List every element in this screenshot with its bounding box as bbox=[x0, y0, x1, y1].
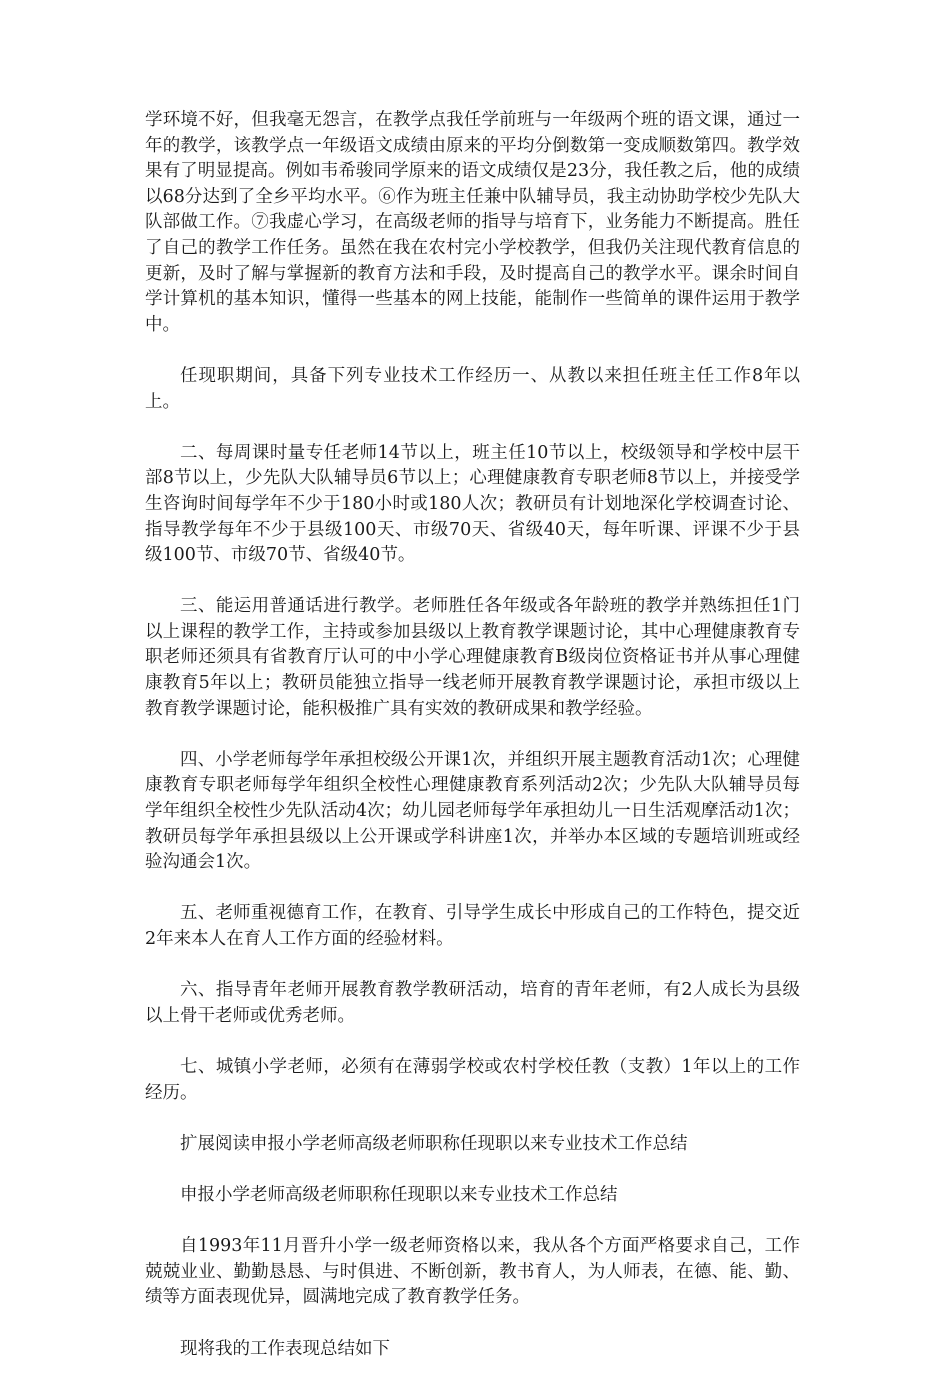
paragraph-experience-3: 三、能运用普通话进行教学。老师胜任各年级或各年龄班的教学并熟练担任1门以上课程的教学工作，主持或参加县级以上教育教学课题讨论，其中心理健康教育专职老师还须具有省教育厅认可的中小学心理健康教育B级岗位资格证书并从事心理健康教育5年以上；教研员能独立指导一线老师开展教育教学课题讨论，承担市级以上教育教学课题讨论，能积极推广具有实效的教研成果和教学经验。 bbox=[145, 596, 800, 719]
paragraph-experience-4: 四、小学老师每学年承担校级公开课1次，并组织开展主题教育活动1次；心理健康教育专职老师每学年组织全校性心理健康教育系列活动2次；少先队大队辅导员每学年组织全校性少先队活动4次；幼儿园老师每学年承担幼儿一日生活观摩活动1次；教研员每学年承担县级以上公开课或学科讲座1次，并举办本区域的专题培训班或经验沟通会1次。 bbox=[145, 749, 800, 873]
paragraph-intro: 学环境不好，但我毫无怨言，在教学点我任学前班与一年级两个班的语文课，通过一年的教学，该教学点一年级语文成绩由原来的平均分倒数第一变成顺数第四。教学效果有了明显提高。例如韦希骏同学原来的语文成绩仅是23分，我任教之后，他的成绩以68分达到了全乡平均水平。⑥作为班主任兼中队辅导员，我主动协助学校少先队大队部做工作。⑦我虚心学习，在高级老师的指导与培育下，业务能力不断提高。胜任了自己的教学工作任务。虽然在我在农村完小学校教学，但我仍关注现代教育信息的更新，及时了解与掌握新的教育方法和手段，及时提高自己的教学水平。课余时间自学计算机的基本知识，懂得一些基本的网上技能，能制作一些简单的课件运用于教学中。 bbox=[145, 110, 800, 335]
paragraph-experience-7: 七、城镇小学老师，必须有在薄弱学校或农村学校任教（支教）1年以上的工作经历。 bbox=[145, 1056, 800, 1103]
paragraph-experience-2: 二、每周课时量专任老师14节以上，班主任10节以上，校级领导和学校中层干部8节以上，少先队大队辅导员6节以上；心理健康教育专职老师8节以上，并接受学生咨询时间每学年不少于180小时或180人次；教研员有计划地深化学校调查讨论、指导教学每年不少于县级100天、市级70天、省级40天，每年听课、评课不少于县级100节、市级70节、省级40节。 bbox=[145, 442, 800, 566]
paragraph-experience-6: 六、指导青年老师开展教育教学教研活动，培育的青年老师，有2人成长为县级以上骨干老师或优秀老师。 bbox=[145, 980, 800, 1026]
summary-intro-paragraph: 自1993年11月晋升小学一级老师资格以来，我从各个方面严格要求自己，工作兢兢业业、勤勤恳恳、与时俱进、不断创新，教书育人，为人师表，在德、能、勤、绩等方面表现优异，圆满地完成了教育教学任务。 bbox=[145, 1236, 800, 1308]
extended-reading-line: 扩展阅读申报小学老师高级老师职称任现职以来专业技术工作总结 bbox=[180, 1133, 688, 1154]
document-body bbox=[145, 108, 800, 1388]
paragraph-experience-5: 五、老师重视德育工作，在教育、引导学生成长中形成自己的工作特色，提交近2年来本人在育人工作方面的经验材料。 bbox=[145, 903, 800, 949]
paragraph-experience-1: 任现职期间，具备下列专业技术工作经历一、从教以来担任班主任工作8年以上。 bbox=[145, 365, 800, 412]
summary-lead-in: 现将我的工作表现总结如下 bbox=[180, 1338, 390, 1359]
summary-title: 申报小学老师高级老师职称任现职以来专业技术工作总结 bbox=[180, 1184, 618, 1205]
